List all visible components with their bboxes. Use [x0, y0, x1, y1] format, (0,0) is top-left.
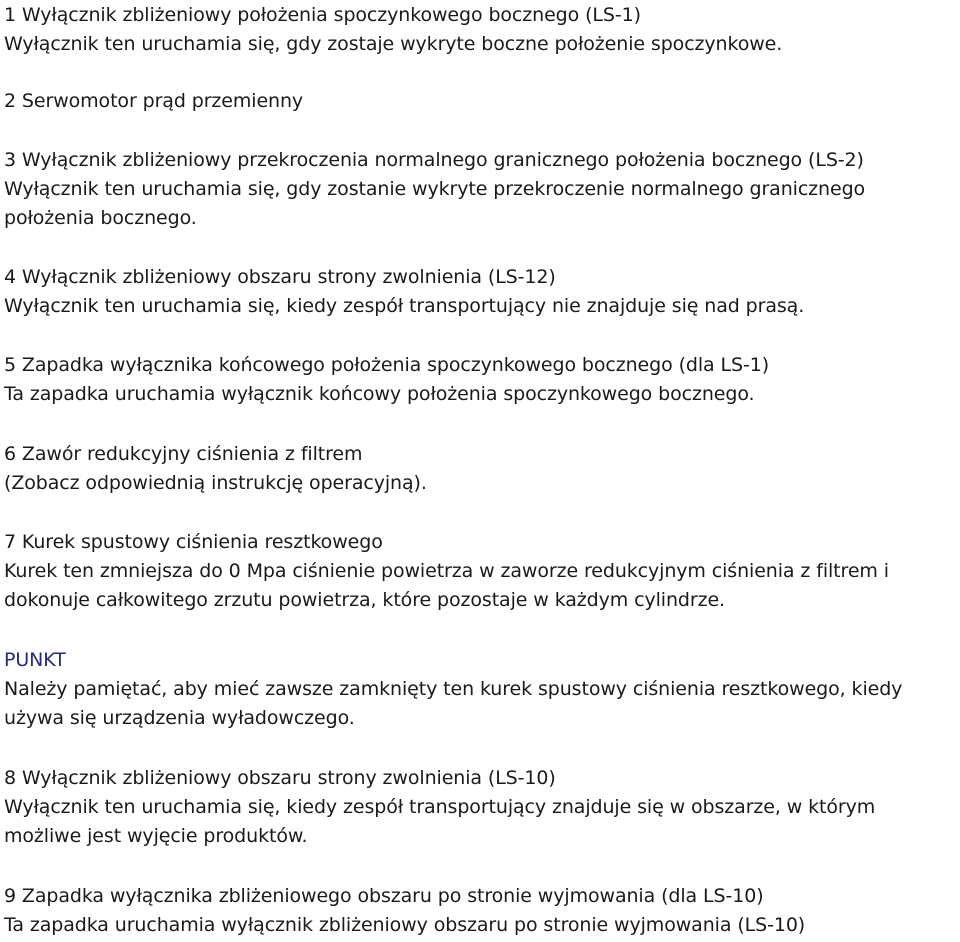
section-text-line: (Zobacz odpowiednią instrukcję operacyjną). [4, 472, 427, 494]
section-text-line: Wyłącznik ten uruchamia się, kiedy zespół transportujący znajduje się w obszarze, w którym [4, 796, 876, 818]
section-text-line: Ta zapadka uruchamia wyłącznik końcowy położenia spoczynkowego bocznego. [4, 383, 755, 405]
section-2 [4, 87, 303, 116]
section-9 [4, 882, 805, 940]
section-heading: 6 Zawór redukcyjny ciśnienia z filtrem [4, 443, 363, 465]
section-7 [4, 528, 889, 615]
section-heading: 4 Wyłącznik zbliżeniowy obszaru strony zwolnienia (LS-12) [4, 266, 556, 288]
section-6 [4, 440, 427, 498]
section-heading: 7 Kurek spustowy ciśnienia resztkowego [4, 531, 383, 553]
note-label: PUNKT [4, 649, 66, 671]
section-heading: 1 Wyłącznik zbliżeniowy położenia spoczynkowego bocznego (LS-1) [4, 4, 641, 26]
section-5 [4, 351, 769, 409]
section-text-line: Wyłącznik ten uruchamia się, gdy zostaje wykryte boczne położenie spoczynkowe. [4, 33, 783, 55]
section-text-line: Wyłącznik ten uruchamia się, kiedy zespół transportujący nie znajduje się nad prasą. [4, 295, 805, 317]
section-text-line: położenia bocznego. [4, 207, 197, 229]
section-1 [4, 1, 782, 59]
section-text-line: Kurek ten zmniejsza do 0 Mpa ciśnienie powietrza w zaworze redukcyjnym ciśnienia z filtrem i [4, 560, 889, 582]
section-text-line: Należy pamiętać, aby mieć zawsze zamknięty ten kurek spustowy ciśnienia resztkowego, kiedy [4, 678, 903, 700]
section-heading: 2 Serwomotor prąd przemienny [4, 90, 304, 112]
section-text-line: dokonuje całkowitego zrzutu powietrza, które pozostaje w każdym cylindrze. [4, 589, 725, 611]
section-8 [4, 764, 875, 851]
section-text-line: możliwe jest wyjęcie produktów. [4, 825, 308, 847]
section-text-line: używa się urządzenia wyładowczego. [4, 707, 355, 729]
section-4 [4, 263, 804, 321]
section-heading: 3 Wyłącznik zbliżeniowy przekroczenia normalnego granicznego położenia bocznego (LS-2) [4, 149, 864, 171]
section-heading: 8 Wyłącznik zbliżeniowy obszaru strony zwolnienia (LS-10) [4, 767, 556, 789]
section-text-line: Ta zapadka uruchamia wyłącznik zbliżeniowy obszaru po stronie wyjmowania (LS-10) [4, 914, 806, 936]
section-heading: 5 Zapadka wyłącznika końcowego położenia spoczynkowego bocznego (dla LS-1) [4, 354, 770, 376]
section-text-line: Wyłącznik ten uruchamia się, gdy zostanie wykryte przekroczenie normalnego granicznego [4, 178, 866, 200]
section-3 [4, 146, 865, 233]
section-heading: 9 Zapadka wyłącznika zbliżeniowego obszaru po stronie wyjmowania (dla LS-10) [4, 885, 764, 907]
note-section [4, 646, 902, 733]
